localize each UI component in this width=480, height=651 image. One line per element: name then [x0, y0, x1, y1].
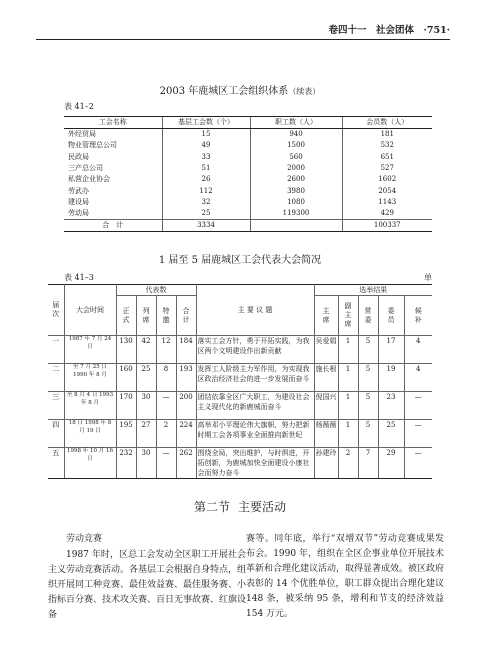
table-cell: 19 [378, 364, 404, 392]
table-row [64, 197, 432, 208]
table-cell: 262 [176, 448, 196, 479]
table-cell: 25 [378, 420, 404, 448]
table1-caption-main: 2003 年鹿城区工会组织体系 [159, 86, 289, 97]
table-cell: 130 [116, 336, 136, 364]
table2-unit: 单 [424, 273, 432, 282]
table-cell: 23 [378, 392, 404, 420]
table-row [64, 151, 432, 162]
table-cell: 2600 [250, 174, 342, 185]
table1-header-cell: 基层工会数（个） [162, 117, 250, 129]
table1-caption-suffix: （续表） [288, 87, 321, 96]
table2-header-special: 特邀 [156, 296, 176, 336]
body-right-column [246, 532, 444, 623]
table-cell: 200 [176, 392, 196, 420]
table-row [48, 392, 432, 420]
table1 [64, 116, 432, 232]
table-cell: 民政局 [68, 152, 89, 161]
table-row [64, 129, 432, 141]
table2-header-row [48, 285, 432, 296]
table-cell: 184 [176, 336, 196, 364]
table-cell: 100337 [342, 220, 432, 232]
table2-header-chair: 主席 [314, 296, 338, 336]
table-cell: 围绕全局，突出维护，与时俱进，开拓创新，为鹿城加快全面建设小康社会而努力奋斗 [196, 448, 314, 479]
table-cell: — [156, 392, 176, 420]
table-cell: 15 [162, 129, 250, 141]
section-title: 主要活动 [238, 500, 287, 514]
table-cell: 4 [404, 336, 432, 364]
table-cell: 1 [338, 420, 358, 448]
table-row [48, 420, 432, 448]
table2-header-topic: 主 要 议 题 [196, 285, 314, 336]
table-cell: 团结依靠全区广大职工，为建设社会主义现代化的新鹿城而奋斗 [196, 392, 314, 420]
table-cell: 孙建玲 [314, 448, 338, 479]
body-paragraph: 赛等。同年底，举行“双增双节”劳动竞赛成果发布会。1990 年，组织在全区企事业单位开展技术革新和合理化建议活动，取得显著成效。被区政府表彰的 14 个优胜单位，职工群众提出合理化建议 148 条，被采纳 95 条，增利和节支的经济效益 154 万元。 [246, 534, 445, 619]
table-cell: 29 [378, 448, 404, 479]
table-cell: 5 [358, 364, 378, 392]
table-cell: 25 [136, 364, 156, 392]
table-cell: 劳武办 [68, 186, 89, 195]
table-cell: 1500 [250, 140, 342, 151]
table-cell: 18 日 1998 年 8 月 19 日 [64, 420, 116, 448]
table2-header-election: 选举结果 [314, 285, 432, 296]
table-cell: 429 [342, 208, 432, 220]
body-subheading: 劳动竞赛 [66, 534, 103, 544]
table-cell: 四 [48, 420, 64, 448]
table2-header-total: 合计 [176, 296, 196, 336]
table-cell: 42 [136, 336, 156, 364]
table-cell: 发挥工人阶级主力军作用，为实现我区政治经济社会的进一步发展而奋斗 [196, 364, 314, 392]
table-cell: 940 [250, 129, 342, 141]
table-cell: 高举邓小平理论伟大旗帜，努力把新时期工会各项事业全面推向新世纪 [196, 420, 314, 448]
table-cell: 17 [378, 336, 404, 364]
table2-header-committee: 委员 [378, 296, 404, 336]
table-cell: 1602 [342, 174, 432, 185]
table1-header-row [64, 117, 432, 129]
table-cell: 物业管理总公司 [68, 141, 117, 150]
table-cell: 3334 [162, 220, 250, 232]
table1-header-cell: 会员数（人） [342, 117, 432, 129]
table-cell: 5 [358, 336, 378, 364]
table-row [48, 448, 432, 479]
table1-label: 表 41–2 [64, 102, 94, 111]
table-row [64, 186, 432, 197]
table-cell: 1 [338, 392, 358, 420]
table-row [64, 163, 432, 174]
table-cell: 26 [162, 174, 250, 185]
table-cell: 33 [162, 151, 250, 162]
table-cell: 527 [342, 163, 432, 174]
table-cell: 施长根 [314, 364, 338, 392]
table1-caption [0, 82, 480, 97]
table2-header-delegates: 代表数 [116, 285, 196, 296]
table-cell: 2 [338, 448, 358, 479]
table-cell: 224 [176, 420, 196, 448]
table-cell: 49 [162, 140, 250, 151]
table-cell: — [404, 448, 432, 479]
table-cell: 27 [136, 420, 156, 448]
table-row [64, 140, 432, 151]
table2-header-alternate: 候补 [404, 296, 432, 336]
table-cell: 119300 [250, 208, 342, 220]
table-cell: 651 [342, 151, 432, 162]
table-row [48, 336, 432, 364]
table-cell: 外经贸局 [68, 130, 96, 138]
table-cell: 160 [116, 364, 136, 392]
table2-label: 表 41–3 [64, 273, 94, 282]
table-cell: 2054 [342, 186, 432, 197]
table-cell: 5 [358, 420, 378, 448]
running-head: 卷四十一 社会团体 ·751· [328, 25, 450, 36]
table-cell: 30 [136, 392, 156, 420]
table-cell: 劳动局 [68, 209, 89, 218]
table1-total-row [64, 220, 432, 232]
table-cell: 51 [162, 163, 250, 174]
table-cell: 532 [342, 140, 432, 151]
table-cell: 1 [338, 364, 358, 392]
table-cell: 2000 [250, 163, 342, 174]
table-cell: 7 [358, 448, 378, 479]
table-cell: 8 [156, 364, 176, 392]
table-cell: 倪国兴 [314, 392, 338, 420]
table-cell: 三产总公司 [68, 163, 103, 172]
table-cell: 112 [162, 186, 250, 197]
table-cell: 一 [48, 336, 64, 364]
table-cell: 3980 [250, 186, 342, 197]
table-cell: 32 [162, 197, 250, 208]
table-cell: 193 [176, 364, 196, 392]
table-cell: 建设局 [68, 198, 89, 207]
table-row [48, 364, 432, 392]
table-cell: 232 [116, 448, 136, 479]
table-cell: 至 7 月 25 日 1990 年 8 月 [64, 364, 116, 392]
table-row [64, 208, 432, 220]
table2-header-official: 正式 [116, 296, 136, 336]
table-cell: 杨薇薇 [314, 420, 338, 448]
table-cell: 25 [162, 208, 250, 220]
section-heading [0, 498, 480, 515]
table-cell: 1998 年 10 月 16 日 [64, 448, 116, 479]
page-header [36, 20, 450, 40]
table-cell: — [404, 420, 432, 448]
table-cell: 1987 年 7 月 24 日 [64, 336, 116, 364]
table2-header-vice-chair: 副主席 [338, 296, 358, 336]
table-cell: 560 [250, 151, 342, 162]
table-cell: 二 [48, 364, 64, 392]
table-cell: 195 [116, 420, 136, 448]
table1-header-cell: 职工数（人） [250, 117, 342, 129]
table1-header-cell: 工会名称 [64, 117, 162, 129]
table-cell: — [404, 392, 432, 420]
table-cell: 至 8 月 4 日 1993 年 8 月 [64, 392, 116, 420]
table-cell: 5 [358, 392, 378, 420]
table2-header-standing: 常委 [358, 296, 378, 336]
table-cell: 1143 [342, 197, 432, 208]
table2-caption: 1 届至 5 届鹿城区工会代表大会简况 [158, 255, 322, 266]
body-left-column [48, 532, 246, 624]
table-cell: 三 [48, 392, 64, 420]
table2-header-session: 届次 [48, 285, 64, 336]
table-cell: 五 [48, 448, 64, 479]
table-cell: 落实工会方针，勇于开拓实践，为我区两个文明建设作出新贡献 [196, 336, 314, 364]
table-cell: 合 计 [64, 220, 162, 232]
table-row [64, 174, 432, 185]
table-cell: 12 [156, 336, 176, 364]
table2-header-time: 大会时间 [64, 285, 116, 336]
table-cell: 170 [116, 392, 136, 420]
table-cell: 私营企业协会 [68, 175, 110, 184]
table-cell: 2 [156, 420, 176, 448]
table2-header-invited: 列席 [136, 296, 156, 336]
table-cell: 1 [338, 336, 358, 364]
table-cell [250, 220, 342, 232]
table-cell: 181 [342, 129, 432, 141]
table-cell: 4 [404, 364, 432, 392]
section-number: 第二节 [193, 500, 230, 514]
table2 [48, 284, 432, 479]
body-paragraph: 1987 年时，区总工会发动全区职工开展社会主义劳动竞赛活动。各基层工会根据自身特点，组织开展同工种竞赛、最佳效益赛、最佳服务赛、小指标百分赛、技术攻关赛、百日无事故赛、红旗设备 [48, 550, 247, 620]
table-cell: 吴爱娟 [314, 336, 338, 364]
table-cell: 30 [136, 448, 156, 479]
table-cell: 1080 [250, 197, 342, 208]
table-cell: — [156, 448, 176, 479]
